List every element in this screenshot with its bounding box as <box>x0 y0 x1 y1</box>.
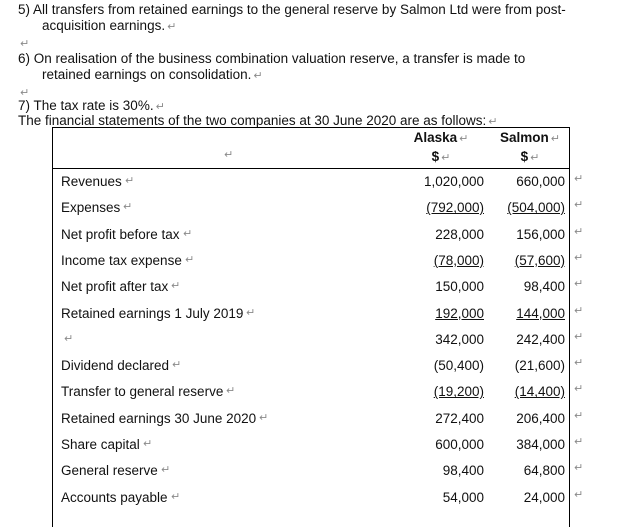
salmon-value: 24,000 <box>523 489 565 505</box>
salmon-value: 384,000 <box>516 437 565 452</box>
paragraph-mark-icon: ↵ <box>253 70 263 82</box>
alaska-value: 150,000 <box>435 279 484 295</box>
row-label: Net profit before tax <box>61 226 180 242</box>
note-6-line1: 6) On realisation of the business combination valuation reserve, a transfer is made to <box>18 51 526 66</box>
salmon-value: 98,400 <box>523 279 565 295</box>
alaska-value: (19,200) <box>433 384 484 400</box>
alaska-value: 228,000 <box>435 226 484 242</box>
alaska-value: 98,400 <box>442 463 484 479</box>
paragraph-mark-icon: ↵ <box>64 332 74 345</box>
alaska-value: 1,020,000 <box>423 174 484 189</box>
paragraph-mark-icon: ↵ <box>226 385 236 398</box>
blank-paragraph-mark: ↵ <box>20 38 30 50</box>
salmon-value: 242,400 <box>516 331 565 347</box>
row-end-mark-icon: ↵ <box>574 488 584 501</box>
alaska-value: 600,000 <box>435 437 484 452</box>
alaska-value: (78,000) <box>433 252 484 268</box>
paragraph-mark-icon: ↵ <box>123 201 133 214</box>
row-end-mark-icon: ↵ <box>574 225 584 238</box>
row-end-mark-icon: ↵ <box>574 436 584 448</box>
note-7: 7) The tax rate is 30%. ↵ <box>18 98 165 113</box>
paragraph-mark-icon: ↵ <box>155 101 165 113</box>
salmon-value: (21,600) <box>514 358 565 374</box>
blank-paragraph-mark: ↵ <box>20 87 30 99</box>
table-row <box>53 196 569 222</box>
table-row <box>53 407 569 433</box>
row-end-mark-icon: ↵ <box>574 357 584 370</box>
paragraph-mark-icon: ↵ <box>246 306 256 319</box>
salmon-value: 64,800 <box>523 463 565 479</box>
paragraph-mark-icon: ↵ <box>161 464 171 477</box>
table-row <box>53 249 569 275</box>
table-row <box>53 275 569 301</box>
paragraph-mark-icon: ↵ <box>171 280 181 293</box>
table-row <box>53 354 569 380</box>
table-row <box>53 223 569 249</box>
row-label: Transfer to general reserve <box>61 384 224 400</box>
row-label: Retained earnings 30 June 2020 <box>61 410 257 426</box>
note-5-line2: acquisition earnings. ↵ <box>42 18 177 33</box>
row-label: Accounts payable <box>61 489 168 505</box>
salmon-value: (57,600) <box>514 252 565 268</box>
paragraph-mark-icon: ↵ <box>185 253 195 266</box>
row-end-mark-icon: ↵ <box>574 304 584 317</box>
row-label: Dividend declared <box>61 358 170 374</box>
row-end-mark-icon: ↵ <box>574 330 584 343</box>
row-label: Revenues <box>61 174 122 189</box>
row-end-mark-icon: ↵ <box>574 462 584 475</box>
paragraph-mark-icon: ↵ <box>488 116 498 128</box>
row-label: Income tax expense <box>61 252 182 268</box>
row-end-mark-icon: ↵ <box>574 383 584 396</box>
note-5-line1: 5) All transfers from retained earnings to the general reserve by Salmon Ltd were from post- <box>18 2 566 17</box>
salmon-value: 156,000 <box>516 226 565 242</box>
row-label: Retained earnings 1 July 2019 <box>61 305 244 321</box>
column-header-alaska: Alaska ↵ <box>413 130 469 145</box>
note-6-line2: retained earnings on consolidation. ↵ <box>42 67 263 82</box>
table-row <box>53 486 569 512</box>
paragraph-mark-icon: ↵ <box>171 490 181 503</box>
column-unit-alaska: $ ↵ <box>431 149 451 164</box>
table-row <box>53 380 569 406</box>
table-row <box>53 328 569 354</box>
row-end-mark-icon: ↵ <box>574 199 584 212</box>
table-row <box>53 170 569 196</box>
header-separator <box>52 168 570 169</box>
alaska-value: (50,400) <box>433 358 484 374</box>
paragraph-mark-icon: ↵ <box>125 175 135 187</box>
row-end-mark-icon: ↵ <box>574 409 584 422</box>
table-row <box>53 459 569 485</box>
column-unit-salmon: $ ↵ <box>520 149 540 164</box>
paragraph-mark-icon: ↵ <box>143 438 153 450</box>
row-end-mark-icon: ↵ <box>574 251 584 264</box>
salmon-value: 206,400 <box>516 410 565 426</box>
salmon-value: 660,000 <box>516 174 565 189</box>
alaska-value: 342,000 <box>435 331 484 347</box>
row-label: Expenses <box>61 200 121 216</box>
header-blank-cell-mark: ↵ <box>224 149 234 161</box>
row-end-mark-icon: ↵ <box>574 278 584 291</box>
alaska-value: 54,000 <box>442 489 484 505</box>
table-row <box>53 302 569 328</box>
salmon-value: (504,000) <box>507 200 565 216</box>
intro-text: The financial statements of the two companies at 30 June 2020 are as follows: ↵ <box>18 113 498 128</box>
row-label: Share capital <box>61 437 140 452</box>
row-label: General reserve <box>61 463 158 479</box>
salmon-value: 144,000 <box>516 305 565 321</box>
row-label: Net profit after tax <box>61 279 169 295</box>
paragraph-mark-icon: ↵ <box>167 21 177 33</box>
paragraph-mark-icon: ↵ <box>172 359 182 372</box>
row-end-mark-icon: ↵ <box>574 173 584 185</box>
paragraph-mark-icon: ↵ <box>259 411 269 424</box>
alaska-value: (792,000) <box>426 200 484 216</box>
salmon-value: (14,400) <box>514 384 565 400</box>
alaska-value: 192,000 <box>435 305 484 321</box>
paragraph-mark-icon: ↵ <box>183 227 193 240</box>
table-row <box>53 433 569 459</box>
column-header-salmon: Salmon ↵ <box>500 130 560 145</box>
alaska-value: 272,400 <box>435 410 484 426</box>
